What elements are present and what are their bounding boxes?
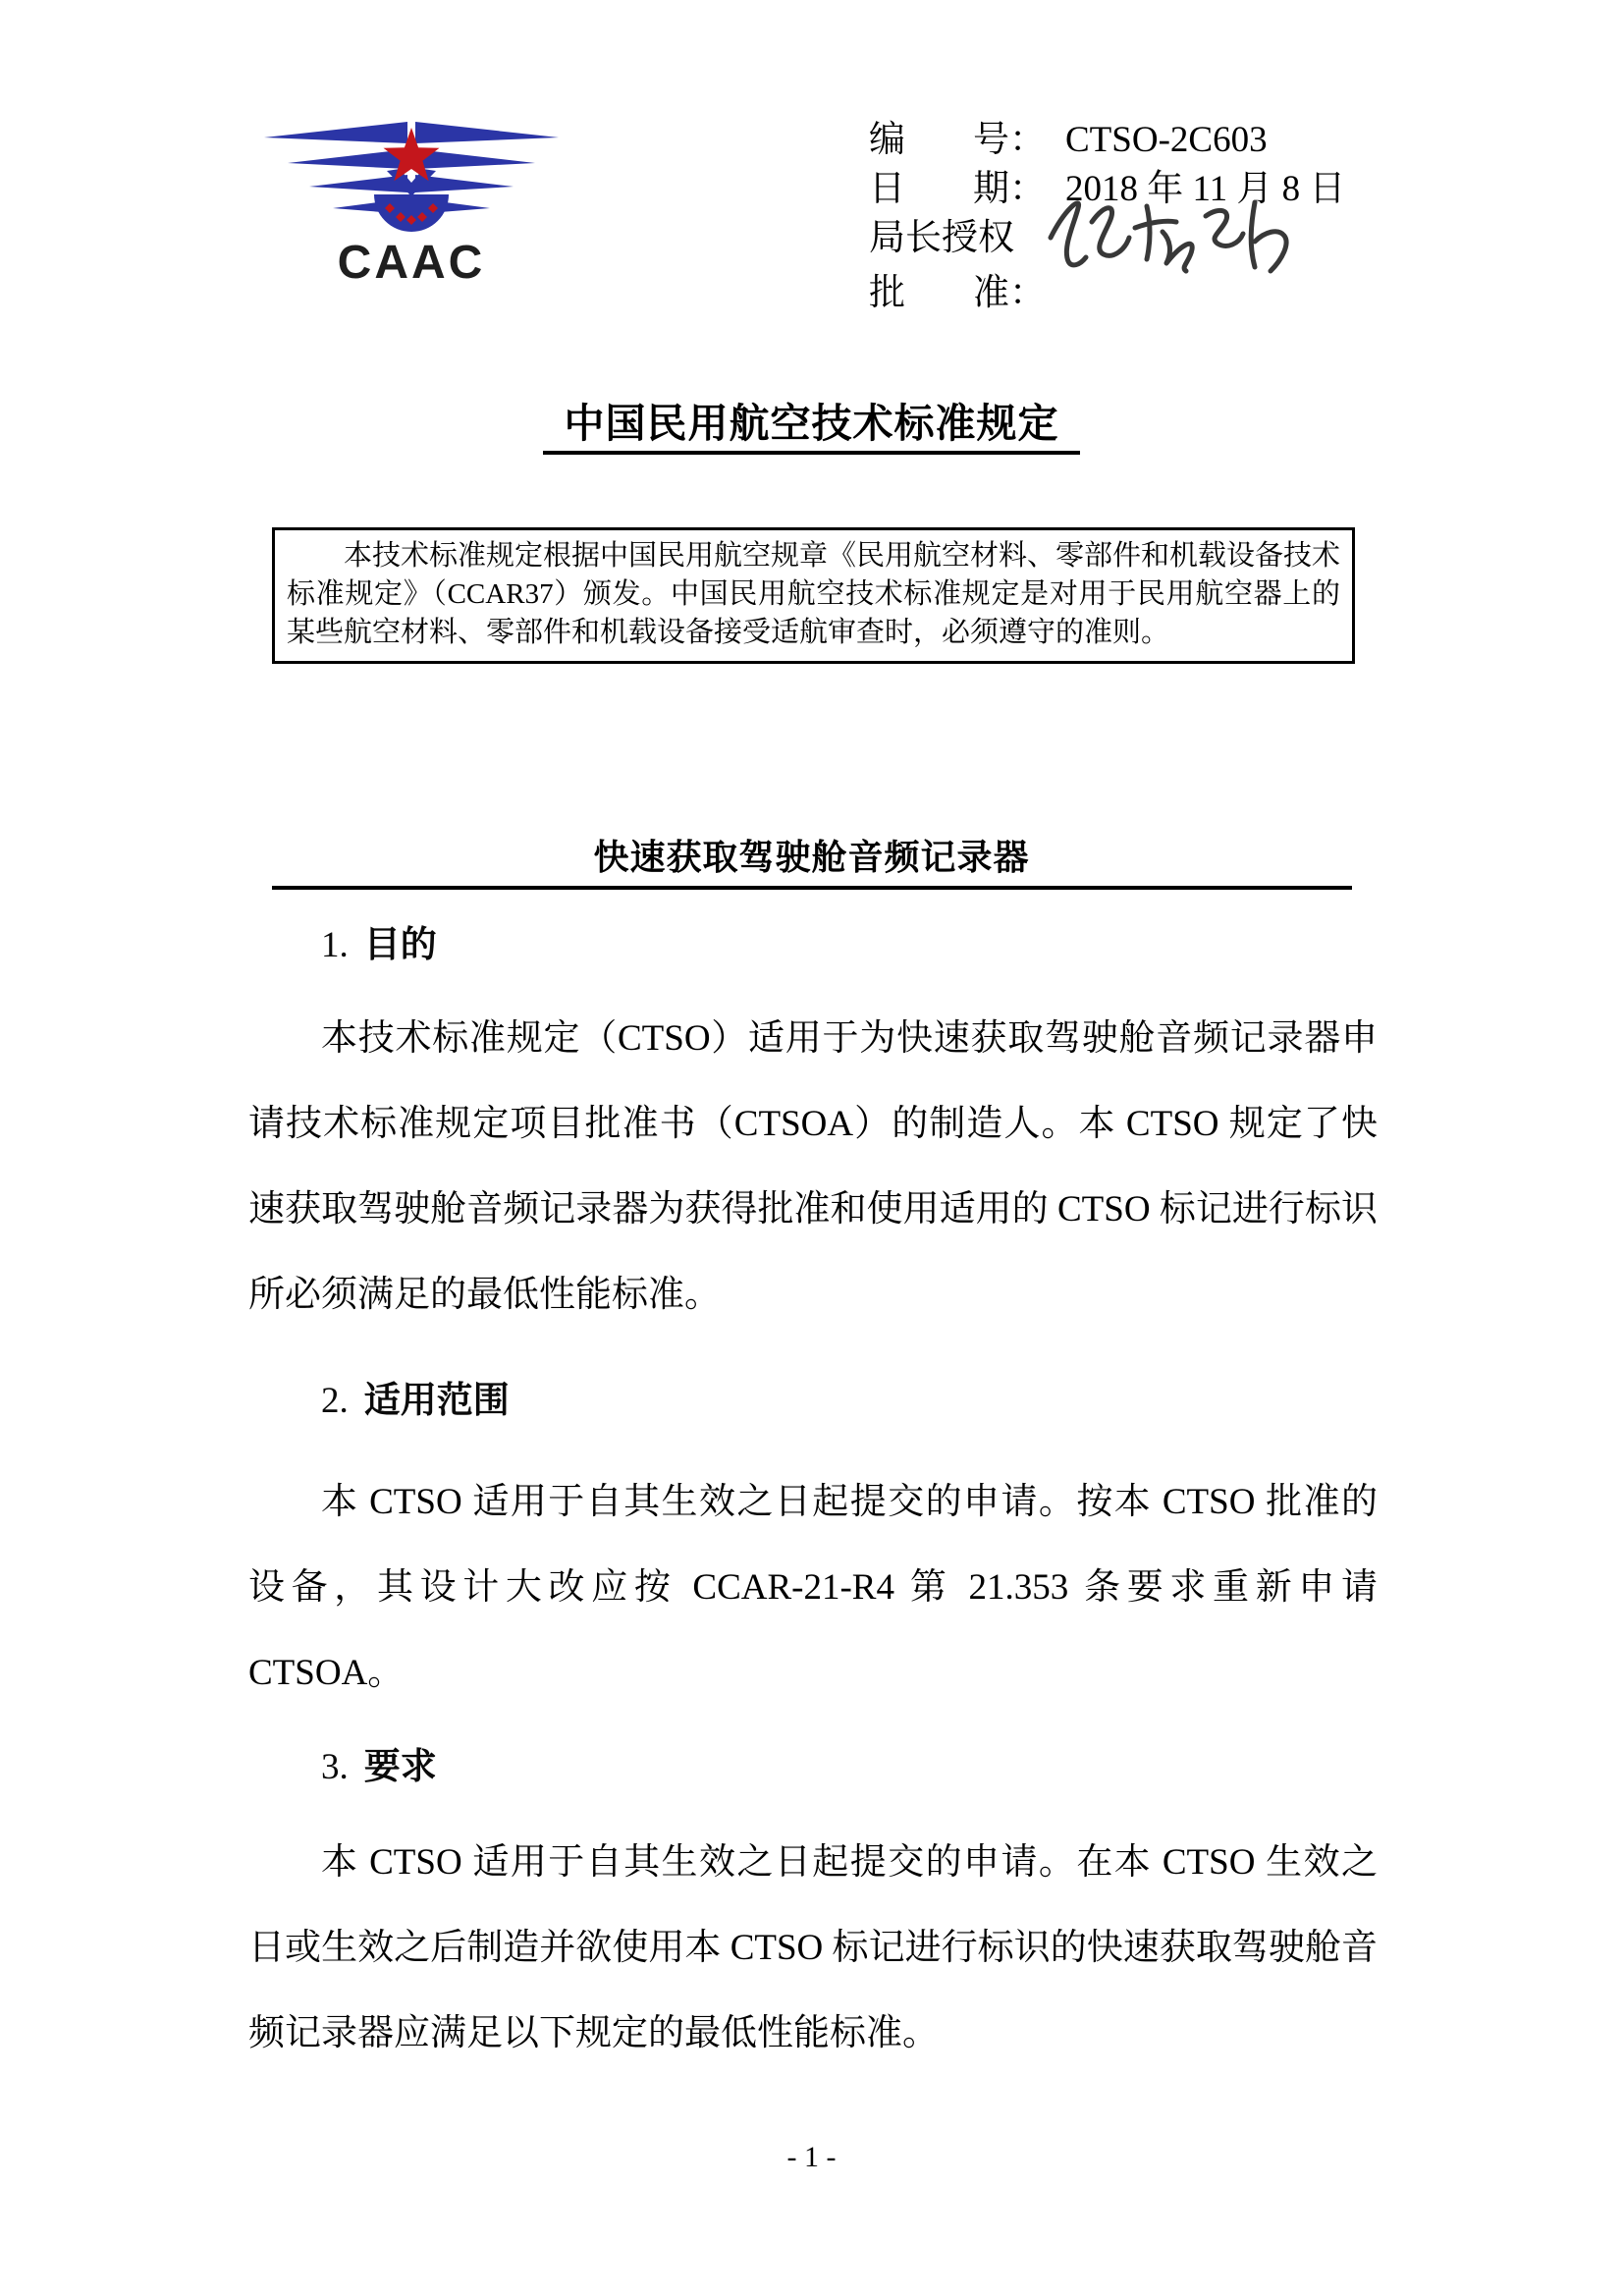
signature-handwriting bbox=[1037, 177, 1302, 285]
field-label-right: 准： bbox=[973, 273, 1046, 313]
section-paragraph-scope: 本 CTSO 适用于自其生效之日起提交的申请。按本 CTSO 批准的设备，其设计大改应按 CCAR-21-R4 第 21.353 条要求重新申请 CTSOA。 bbox=[248, 1482, 1378, 1693]
field-label-left: 编 bbox=[869, 120, 905, 160]
section-paragraph-purpose: 本技术标准规定（CTSO）适用于为快速获取驾驶舱音频记录器申请技术标准规定项目批准书（CTSOA）的制造人。本 CTSO 规定了快速获取驾驶舱音频记录器为获得批准和使用适用的 CTSO 标记进行标识所必须满足的最低性能标准。 bbox=[248, 1018, 1378, 1315]
subject-rule bbox=[272, 886, 1352, 890]
section-number: 2. bbox=[321, 1381, 349, 1421]
section-heading-purpose bbox=[321, 921, 1378, 968]
field-label-right: 期： bbox=[973, 169, 1046, 209]
header-field-number bbox=[869, 116, 1380, 165]
section-heading-scope bbox=[321, 1377, 1378, 1424]
section-paragraph-requirements: 本 CTSO 适用于自其生效之日起提交的申请。在本 CTSO 生效之日或生效之后制造并欲使用本 CTSO 标记进行标识的快速获取驾驶舱音频记录器应满足以下规定的最低性能标准。 bbox=[248, 1842, 1378, 2053]
field-label bbox=[869, 165, 1046, 214]
logo-fan bbox=[374, 194, 449, 232]
field-label-left: 日 bbox=[869, 169, 905, 209]
section-heading-requirements bbox=[321, 1743, 1378, 1790]
document-title: 中国民用航空技术标准规定 bbox=[564, 401, 1059, 446]
note-box-text: 本技术标准规定根据中国民用航空规章《民用航空材料、零部件和机载设备技术标准规定》（CCAR37）颁发。中国民用航空技术标准规定是对用于民用航空器上的某些航空材料、零部件和机载设备接受适航审查时，必须遵守的准则。 bbox=[287, 540, 1341, 648]
title-underline bbox=[543, 451, 1080, 455]
field-value: CTSO-2C603 bbox=[1065, 120, 1268, 160]
caac-wings-icon bbox=[248, 114, 574, 234]
note-box bbox=[272, 527, 1355, 664]
section-number: 3. bbox=[321, 1747, 349, 1787]
section-title: 目的 bbox=[363, 924, 437, 964]
field-label bbox=[869, 269, 1046, 318]
page-number: - 1 - bbox=[786, 2141, 837, 2173]
field-label-left: 局长授权 bbox=[869, 218, 1014, 258]
logo-caption: CAAC bbox=[337, 237, 486, 289]
field-label-right: 号： bbox=[973, 120, 1046, 160]
field-label-left: 批 bbox=[869, 273, 905, 313]
section-title: 适用范围 bbox=[363, 1380, 510, 1420]
section-title: 要求 bbox=[363, 1746, 437, 1786]
caac-logo bbox=[248, 114, 574, 290]
document-body bbox=[248, 913, 1378, 2076]
field-label bbox=[869, 116, 1046, 165]
field-value: 2018 年 11 月 8 日 bbox=[1065, 169, 1346, 209]
section-number: 1. bbox=[321, 925, 349, 965]
subject-heading: 快速获取驾驶舱音频记录器 bbox=[593, 837, 1030, 877]
field-label bbox=[869, 214, 1046, 263]
